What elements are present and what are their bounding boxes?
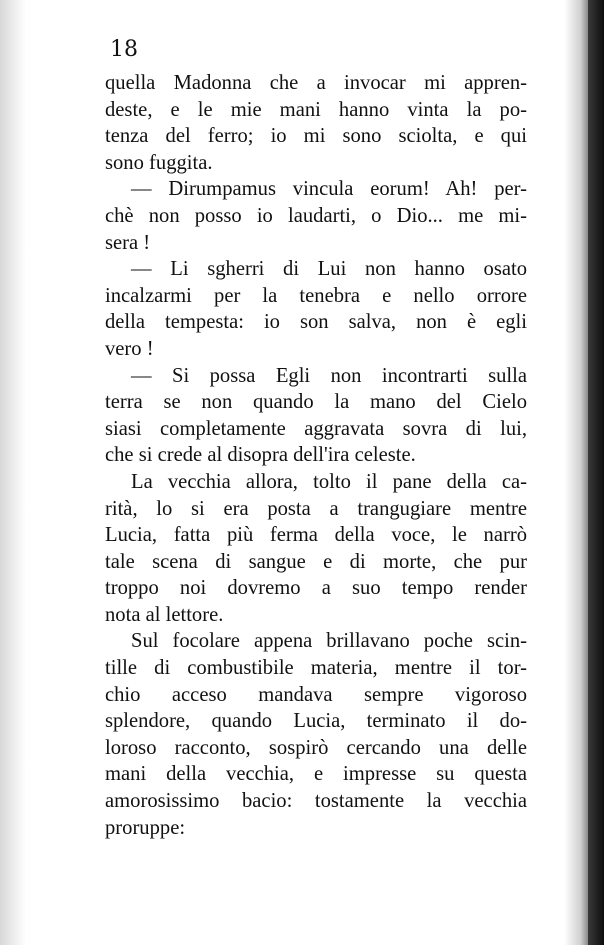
text-line: proruppe:	[105, 816, 186, 839]
text-line: sono fuggita.	[105, 151, 213, 174]
text-line: Lucia, fatta più ferma della voce, le narrò	[105, 524, 527, 547]
text-line: Sul focolare appena brillavano poche scin-	[131, 630, 527, 653]
text-line: vero !	[105, 337, 154, 360]
text-line: deste, e le mie mani hanno vinta la po-	[105, 98, 527, 121]
text-line: splendore, quando Lucia, terminato il do-	[105, 710, 527, 733]
text-line: siasi completamente aggravata sovra di lui,	[105, 417, 527, 440]
text-line: chio acceso mandava sempre vigoroso	[105, 683, 527, 706]
text-line: tenza del ferro; io mi sono sciolta, e qui	[105, 125, 527, 148]
text-line: della tempesta: io son salva, non è egli	[105, 311, 527, 334]
text-line: che si crede al disopra dell'ira celeste.	[105, 444, 416, 467]
text-line: loroso racconto, sospirò cercando una delle	[105, 736, 527, 759]
text-line: sera !	[105, 231, 151, 254]
text-line: nota al lettore.	[105, 603, 224, 626]
text-line: — Si possa Egli non incontrarti sulla	[131, 364, 527, 387]
text-line: troppo noi dovremo a suo tempo render	[105, 577, 527, 600]
text-line: — Dirumpamus vincula eorum! Ah! per-	[131, 178, 527, 201]
text-line: quella Madonna che a invocar mi appren-	[105, 72, 527, 94]
text-line: mani della vecchia, e impresse su questa	[105, 763, 527, 786]
book-edge	[588, 0, 604, 945]
text-line: La vecchia allora, tolto il pane della ca-	[131, 470, 527, 493]
text-line: terra se non quando la mano del Cielo	[105, 391, 527, 414]
text-line: incalzarmi per la tenebra e nello orrore	[105, 284, 527, 307]
text-line: tale scena di sangue e di morte, che pur	[105, 550, 527, 573]
text-line: tille di combustibile materia, mentre il tor-	[105, 657, 527, 680]
body-text	[105, 70, 527, 841]
text-line: rità, lo si era posta a trangugiare mentre	[105, 497, 527, 520]
text-line: chè non posso io laudarti, o Dio... me mi-	[105, 204, 527, 227]
text-line: amorosissimo bacio: tostamente la vecchia	[105, 790, 527, 813]
page-number: 18	[110, 37, 138, 62]
text-line: — Li sgherri di Lui non hanno osato	[131, 258, 527, 281]
